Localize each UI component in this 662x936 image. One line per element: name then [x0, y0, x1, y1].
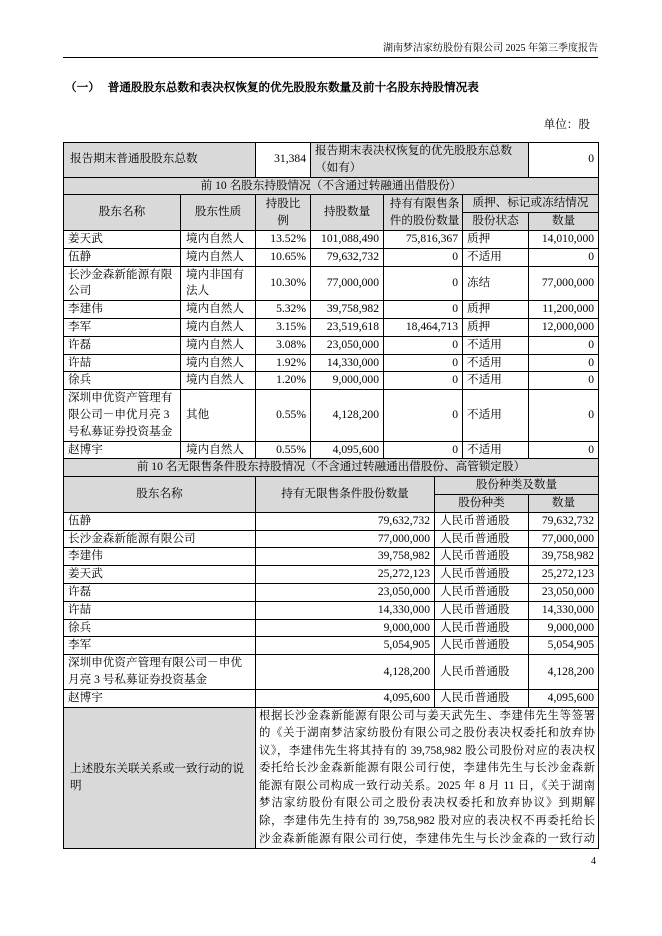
col-header-shares: 持股数量 [311, 195, 384, 231]
pledge-quantity: 0 [529, 372, 599, 390]
holder-nature: 其他 [181, 390, 256, 441]
table-row [64, 354, 599, 372]
table-row [64, 248, 599, 266]
holder-nature: 境内自然人 [181, 301, 256, 319]
holding-ratio: 10.30% [256, 266, 311, 301]
restricted-shares: 0 [384, 301, 463, 319]
pledge-status: 质押 [463, 301, 529, 319]
share-type: 人民币普通股 [435, 530, 529, 548]
restricted-shares: 75,816,367 [384, 230, 463, 248]
holder-name: 许磊 [64, 583, 256, 601]
table-row [64, 266, 599, 301]
col-header-quantity: 数量 [529, 213, 599, 231]
relationship-text-line: 议》，李建伟先生将其持有的 39,758,982 股公司股份对应的表决权 [259, 744, 596, 757]
holding-ratio: 1.20% [256, 372, 311, 390]
shares-held: 4,095,600 [311, 441, 384, 459]
col-header-holder-name: 股东名称 [64, 477, 256, 513]
shares-held: 79,632,732 [311, 248, 384, 266]
pledge-quantity: 14,010,000 [529, 230, 599, 248]
pledge-quantity: 0 [529, 390, 599, 441]
unrestricted-shares: 23,050,000 [256, 583, 435, 601]
col-header-ratio-cell [256, 195, 311, 231]
header-row [64, 195, 599, 213]
col-header-share-type: 股份种类 [435, 494, 529, 512]
share-quantity: 5,054,905 [529, 637, 599, 655]
holding-ratio: 0.55% [256, 441, 311, 459]
holder-nature: 境内自然人 [181, 354, 256, 372]
col-header-unrestricted-shares: 持有无限售条件股份数量 [256, 477, 435, 513]
share-type: 人民币普通股 [435, 601, 529, 619]
table-row [64, 601, 599, 619]
holding-ratio: 13.52% [256, 230, 311, 248]
table-title-row [64, 459, 599, 477]
table-row [64, 655, 599, 690]
table-row [64, 566, 599, 584]
holder-name: 李建伟 [64, 548, 256, 566]
section-title: 普通股股东总数和表决权恢复的优先股股东数量及前十名股东持股情况表 [107, 81, 479, 94]
holder-nature: 境内自然人 [181, 230, 256, 248]
unrestricted-shares: 9,000,000 [256, 619, 435, 637]
preferred-holders-value: 0 [529, 143, 599, 178]
col-header-holder-name: 股东名称 [64, 195, 181, 231]
holder-nature: 境内自然人 [181, 372, 256, 390]
holder-nature: 境内自然人 [181, 318, 256, 336]
restricted-shares: 0 [384, 266, 463, 301]
pledge-status: 不适用 [463, 372, 529, 390]
pledge-quantity: 0 [529, 354, 599, 372]
holder-name: 许喆 [64, 601, 256, 619]
table-row [64, 512, 599, 530]
restricted-shares: 0 [384, 390, 463, 441]
report-header: 湖南梦洁家纺股份有限公司 2025 年第三季度报告 [63, 40, 598, 58]
share-type: 人民币普通股 [435, 655, 529, 690]
unrestricted-shares: 79,632,732 [256, 512, 435, 530]
shares-held: 23,519,618 [311, 318, 384, 336]
relationship-text-line: 除，李建伟先生持有的 39,758,982 股对应的表决权不再委托给长 [259, 815, 596, 828]
holder-name: 赵博宇 [64, 689, 256, 707]
holder-name: 长沙金森新能源有限公司 [64, 266, 181, 301]
share-quantity: 4,128,200 [529, 655, 599, 690]
pledge-status: 不适用 [463, 336, 529, 354]
holder-nature: 境内自然人 [181, 336, 256, 354]
pledge-quantity: 11,200,000 [529, 301, 599, 319]
holder-name: 李军 [64, 318, 181, 336]
pledge-status: 质押 [463, 318, 529, 336]
holding-ratio: 0.55% [256, 390, 311, 441]
relationship-row [64, 707, 599, 849]
holder-name: 李建伟 [64, 301, 181, 319]
holder-nature: 境内非国有法人 [181, 266, 256, 301]
col-header-ratio: 持股比例 [265, 196, 301, 227]
holder-name: 许磊 [64, 336, 181, 354]
preferred-holders-label: 报告期末表决权恢复的优先股股东总数（如有） [315, 144, 513, 174]
share-type: 人民币普通股 [435, 619, 529, 637]
col-header-restricted-cell [384, 195, 463, 231]
shares-held: 77,000,000 [311, 266, 384, 301]
holding-ratio: 5.32% [256, 301, 311, 319]
preferred-holders-label-cell [311, 143, 529, 178]
table-row [64, 583, 599, 601]
pledge-quantity: 0 [529, 441, 599, 459]
share-quantity: 9,000,000 [529, 619, 599, 637]
share-quantity: 14,330,000 [529, 601, 599, 619]
unrestricted-shares: 4,095,600 [256, 689, 435, 707]
pledge-quantity: 77,000,000 [529, 266, 599, 301]
pledge-quantity: 0 [529, 248, 599, 266]
unrestricted-shares: 5,054,905 [256, 637, 435, 655]
pledge-quantity: 0 [529, 336, 599, 354]
restricted-shares: 0 [384, 354, 463, 372]
header-row [64, 477, 599, 495]
relationship-text-line: 根据长沙金森新能源有限公司与姜天武先生、李建伟先生等签署 [259, 709, 596, 722]
holder-name: 深圳申优资产管理有限公司－申优月亮 3 号私募证券投资基金 [64, 655, 256, 690]
table-row [64, 619, 599, 637]
table-row [64, 637, 599, 655]
holder-nature: 境内自然人 [181, 441, 256, 459]
pledge-status: 冻结 [463, 266, 529, 301]
share-type: 人民币普通股 [435, 566, 529, 584]
page-number: 4 [591, 856, 596, 867]
holding-ratio: 3.08% [256, 336, 311, 354]
holder-name: 李军 [64, 637, 256, 655]
table-row [64, 441, 599, 459]
share-type: 人民币普通股 [435, 637, 529, 655]
holder-name: 徐兵 [64, 372, 181, 390]
relationship-text-line: 能源有限公司构成一致行动关系。2025 年 8 月 11 日，《关于湖南 [259, 779, 596, 792]
table-row [64, 689, 599, 707]
unrestricted-shares: 25,272,123 [256, 566, 435, 584]
holder-name: 深圳申优资产管理有限公司－申优月亮 3 号私募证券投资基金 [64, 390, 181, 441]
section-heading [65, 80, 598, 96]
pledge-status: 不适用 [463, 354, 529, 372]
restricted-shares: 0 [384, 248, 463, 266]
col-header-restricted: 持有有限售条件的股份数量 [389, 196, 460, 227]
restricted-shares: 0 [384, 441, 463, 459]
share-type: 人民币普通股 [435, 548, 529, 566]
col-header-type-group: 股份种类及数量 [435, 477, 599, 495]
col-header-status: 股份状态 [463, 213, 529, 231]
shares-held: 23,050,000 [311, 336, 384, 354]
holder-name: 长沙金森新能源有限公司 [64, 530, 256, 548]
top-holders-table [63, 142, 599, 459]
relationship-text [256, 707, 599, 849]
holder-name: 姜天武 [64, 230, 181, 248]
shares-held: 101,088,490 [311, 230, 384, 248]
holder-nature: 境内自然人 [181, 248, 256, 266]
share-type: 人民币普通股 [435, 583, 529, 601]
holder-name: 徐兵 [64, 619, 256, 637]
relationship-text-line: 的《关于湖南梦洁家纺股份有限公司之股份表决权委托和放弃协 [259, 727, 596, 740]
share-quantity: 23,050,000 [529, 583, 599, 601]
pledge-quantity: 12,000,000 [529, 318, 599, 336]
relationship-text-line: 沙金森新能源有限公司行使，李建伟先生与长沙金森的一致行动 [259, 832, 596, 845]
relationship-label: 上述股东关联关系或一致行动的说明 [64, 707, 256, 849]
shares-held: 4,128,200 [311, 390, 384, 441]
unit-label: 单位：股 [543, 118, 590, 131]
common-holders-label: 报告期末普通股股东总数 [64, 143, 256, 178]
share-quantity: 39,758,982 [529, 548, 599, 566]
share-quantity: 79,632,732 [529, 512, 599, 530]
col-header-holder-nature: 股东性质 [181, 195, 256, 231]
holding-ratio: 3.15% [256, 318, 311, 336]
restricted-shares: 18,464,713 [384, 318, 463, 336]
table-row [64, 318, 599, 336]
pledge-status: 不适用 [463, 248, 529, 266]
table-row [64, 372, 599, 390]
shareholder-tables [63, 142, 598, 849]
share-quantity: 77,000,000 [529, 530, 599, 548]
pledge-status: 质押 [463, 230, 529, 248]
pledge-status: 不适用 [463, 390, 529, 441]
table-row [64, 336, 599, 354]
table-title-row [64, 177, 599, 195]
holding-ratio: 10.65% [256, 248, 311, 266]
holder-name: 伍静 [64, 512, 256, 530]
shares-held: 14,330,000 [311, 354, 384, 372]
unrestricted-shares: 4,128,200 [256, 655, 435, 690]
top10-table-title: 前 10 名股东持股情况（不含通过转融通出借股份） [64, 177, 599, 195]
common-holders-value: 31,384 [256, 143, 311, 178]
table-row [64, 230, 599, 248]
share-type: 人民币普通股 [435, 689, 529, 707]
table-row [64, 390, 599, 441]
holding-ratio: 1.92% [256, 354, 311, 372]
restricted-shares: 0 [384, 336, 463, 354]
pledge-status: 不适用 [463, 441, 529, 459]
shares-held: 39,758,982 [311, 301, 384, 319]
unrestricted-shares: 39,758,982 [256, 548, 435, 566]
holder-name: 赵博宇 [64, 441, 181, 459]
unrestricted-shares: 77,000,000 [256, 530, 435, 548]
share-type: 人民币普通股 [435, 512, 529, 530]
holder-name: 许喆 [64, 354, 181, 372]
table-row [64, 548, 599, 566]
relationship-text-line: 委托给长沙金森新能源有限公司行使，李建伟先生与长沙金森新 [259, 762, 596, 775]
holder-name: 伍静 [64, 248, 181, 266]
table-row [64, 530, 599, 548]
col-header-quantity: 数量 [529, 494, 599, 512]
share-quantity: 25,272,123 [529, 566, 599, 584]
unrestricted-table-title: 前 10 名无限售条件股东持股情况（不含通过转融通出借股份、高管锁定股） [64, 459, 599, 477]
relationship-text-line: 梦洁家纺股份有限公司之股份表决权委托和放弃协议》到期解 [259, 797, 596, 810]
summary-row [64, 143, 599, 178]
restricted-shares: 0 [384, 372, 463, 390]
share-quantity: 4,095,600 [529, 689, 599, 707]
shares-held: 9,000,000 [311, 372, 384, 390]
holder-name: 姜天武 [64, 566, 256, 584]
col-header-pledge-group: 质押、标记或冻结情况 [463, 195, 599, 213]
unrestricted-holders-table [63, 458, 599, 849]
table-row [64, 301, 599, 319]
section-number: （一） [65, 81, 100, 94]
unrestricted-shares: 14,330,000 [256, 601, 435, 619]
